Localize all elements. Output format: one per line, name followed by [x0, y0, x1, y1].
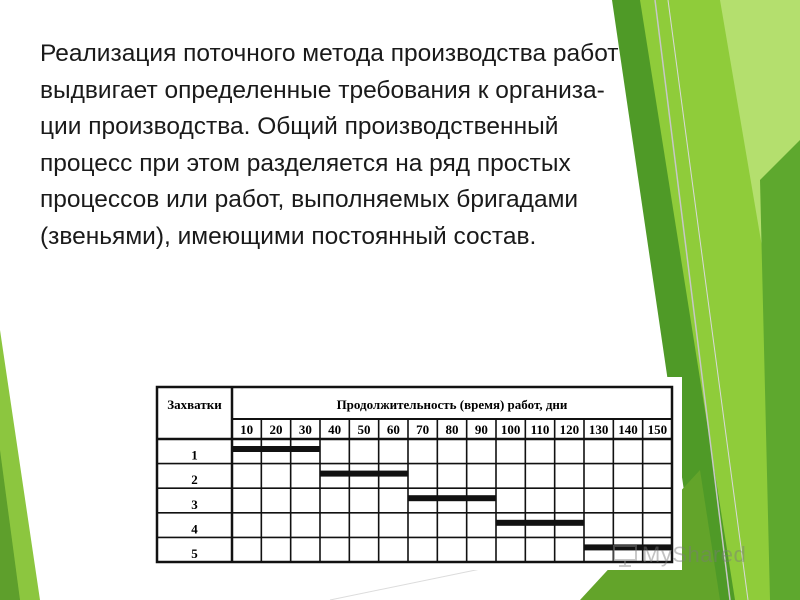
row-label: 1: [191, 447, 198, 463]
day-label: 80: [445, 422, 459, 437]
day-label: 130: [588, 422, 609, 437]
day-label: 40: [328, 422, 342, 437]
schedule-table: [152, 377, 682, 570]
row-label: 4: [191, 521, 198, 537]
row-header-label: Захватки: [167, 397, 222, 412]
day-label: 60: [386, 422, 400, 437]
row-label: 3: [191, 496, 198, 512]
day-label: 140: [618, 422, 638, 437]
work-bar: [232, 446, 320, 452]
day-label: 70: [416, 422, 430, 437]
presentation-icon: [612, 542, 638, 568]
day-label: 120: [559, 422, 580, 437]
bottom-divider-line: [330, 565, 500, 600]
day-label: 100: [500, 422, 521, 437]
column-header-label: Продолжительность (время) работ, дни: [336, 397, 568, 412]
work-bar: [408, 495, 496, 501]
body-text-line: выдвигает определенные требования к организа-: [40, 76, 605, 104]
slide-body-text: [40, 36, 700, 256]
body-text-line: процесс при этом разделяется на ряд простых: [40, 149, 571, 177]
day-label: 10: [240, 422, 254, 437]
day-label: 150: [647, 422, 668, 437]
body-text-line: ции производства. Общий производственный: [40, 113, 559, 141]
body-text-line: Реализация поточного метода производства работ: [40, 40, 619, 67]
body-text-line: (звеньями), имеющими постоянный состав.: [40, 222, 537, 250]
work-bar: [496, 520, 584, 526]
day-label: 110: [530, 422, 550, 437]
table-frame: [157, 387, 672, 562]
body-text-line: процессов или работ, выполняемых бригадами: [40, 186, 579, 214]
row-label: 2: [191, 472, 198, 488]
watermark: [612, 540, 746, 570]
day-label: 50: [357, 422, 371, 437]
day-label: 90: [474, 422, 488, 437]
day-label: 20: [269, 422, 283, 437]
row-label: 5: [191, 546, 198, 561]
day-label: 30: [298, 422, 312, 437]
schedule-table-graphic: [152, 377, 682, 570]
work-bar: [320, 471, 408, 477]
watermark-text: MyShared: [642, 542, 747, 567]
